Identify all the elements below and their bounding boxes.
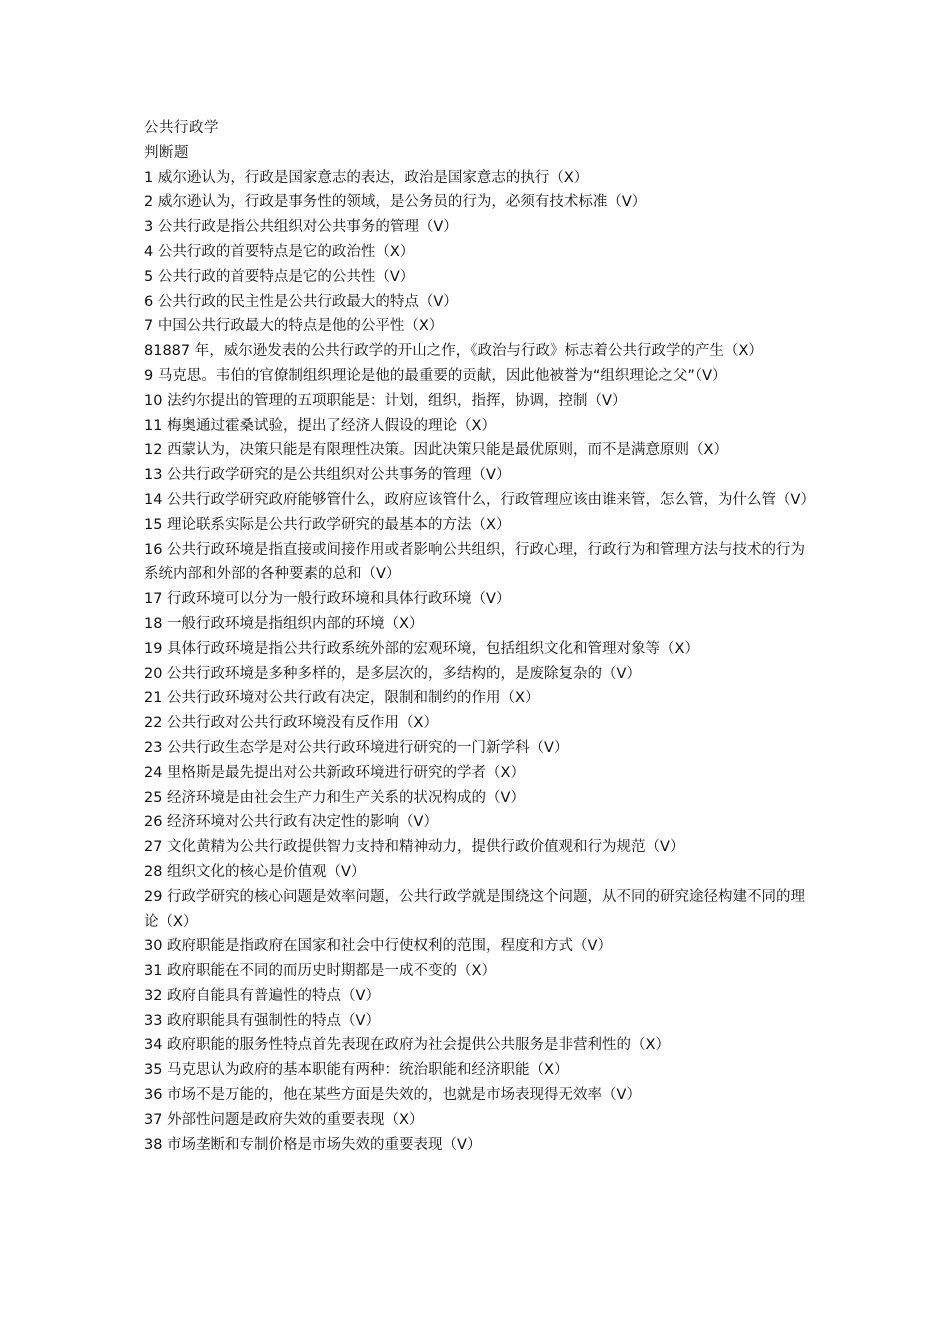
question-item: 23 公共行政生态学是对公共行政环境进行研究的一门新学科（V） bbox=[144, 739, 569, 756]
question-item: 34 政府职能的服务性特点首先表现在政府为社会提供公共服务是非营利性的（X） bbox=[144, 1037, 670, 1054]
question-item: 32 政府自能具有普遍性的特点（V） bbox=[144, 987, 380, 1004]
question-list bbox=[144, 166, 814, 1158]
question-item: 28 组织文化的核心是价值观（V） bbox=[144, 863, 366, 880]
question-item: 10 法约尔提出的管理的五项职能是：计划，组织，指挥，协调，控制（V） bbox=[144, 392, 627, 409]
question-item: 22 公共行政对公共行政环境没有反作用（X） bbox=[144, 715, 438, 732]
document-body bbox=[144, 116, 814, 1157]
question-item: 2 威尔逊认为，行政是事务性的领域，是公务员的行为，必须有技术标准（V） bbox=[144, 194, 647, 211]
question-item: 27 文化黄精为公共行政提供智力支持和精神动力，提供行政价值观和行为规范（V） bbox=[144, 839, 685, 856]
question-item: 19 具体行政环境是指公共行政系统外部的宏观环境，包括组织文化和管理对象等（X） bbox=[144, 640, 699, 657]
question-item: 16 公共行政环境是指直接或间接作用或者影响公共组织，行政心理，行政行为和管理方法与技术的行为系统内部和外部的各种要素的总和（V） bbox=[144, 541, 806, 583]
question-item: 81887 年，威尔逊发表的公共行政学的开山之作，《政治与行政》标志着公共行政学的产生（X） bbox=[144, 343, 763, 360]
question-item: 3 公共行政是指公共组织对公共事务的管理（V） bbox=[144, 219, 458, 236]
question-item: 36 市场不是万能的，他在某些方面是失效的，也就是市场表现得无效率（V） bbox=[144, 1087, 641, 1104]
question-item: 31 政府职能在不同的而历史时期都是一成不变的（X） bbox=[144, 963, 496, 980]
question-item: 4 公共行政的首要特点是它的政治性（X） bbox=[144, 243, 415, 260]
question-item: 26 经济环境对公共行政有决定性的影响（V） bbox=[144, 814, 438, 831]
question-item: 29 行政学研究的核心问题是效率问题，公共行政学就是围绕这个问题，从不同的研究途径构建不同的理论（X） bbox=[144, 888, 806, 930]
question-item: 20 公共行政环境是多种多样的，是多层次的，多结构的，是废除复杂的（V） bbox=[144, 665, 641, 682]
question-item: 13 公共行政学研究的是公共组织对公共事务的管理（V） bbox=[144, 467, 511, 484]
question-item: 15 理论联系实际是公共行政学研究的最基本的方法（X） bbox=[144, 516, 511, 533]
question-item: 38 市场垄断和专制价格是市场失效的重要表现（V） bbox=[144, 1136, 482, 1153]
question-item: 1 威尔逊认为，行政是国家意志的表达，政治是国家意志的执行（X） bbox=[144, 169, 589, 186]
question-item: 17 行政环境可以分为一般行政环境和具体行政环境（V） bbox=[144, 591, 511, 608]
question-item: 25 经济环境是由社会生产力和生产关系的状况构成的（V） bbox=[144, 789, 525, 806]
question-item: 33 政府职能具有强制性的特点（V） bbox=[144, 1012, 380, 1029]
section-heading: 判断题 bbox=[144, 144, 189, 161]
question-item: 21 公共行政环境对公共行政有决定，限制和制约的作用（X） bbox=[144, 690, 540, 707]
question-item: 30 政府职能是指政府在国家和社会中行使权利的范围，程度和方式（V） bbox=[144, 938, 612, 955]
document-title: 公共行政学 bbox=[144, 120, 219, 136]
question-item: 37 外部性问题是政府失效的重要表现（X） bbox=[144, 1111, 424, 1128]
question-item: 5 公共行政的首要特点是它的公共性（V） bbox=[144, 268, 415, 285]
question-item: 35 马克思认为政府的基本职能有两种：统治职能和经济职能（X） bbox=[144, 1062, 569, 1079]
question-item: 7 中国公共行政最大的特点是他的公平性（X） bbox=[144, 318, 444, 335]
question-item: 9 马克思。韦伯的官僚制组织理论是他的最重要的贡献，因此他被誉为“组织理论之父”（V） bbox=[144, 367, 727, 384]
question-item: 14 公共行政学研究政府能够管什么，政府应该管什么，行政管理应该由谁来管，怎么管，为什么管（V） bbox=[144, 491, 815, 508]
question-item: 11 梅奥通过霍桑试验，提出了经济人假设的理论（X） bbox=[144, 417, 496, 434]
question-item: 6 公共行政的民主性是公共行政最大的特点（V） bbox=[144, 293, 458, 310]
question-item: 18 一般行政环境是指组织内部的环境（X） bbox=[144, 615, 424, 632]
question-item: 24 里格斯是最先提出对公共新政环境进行研究的学者（X） bbox=[144, 764, 525, 781]
question-item: 12 西蒙认为，决策只能是有限理性决策。因此决策只能是最优原则，而不是满意原则（X） bbox=[144, 442, 728, 459]
